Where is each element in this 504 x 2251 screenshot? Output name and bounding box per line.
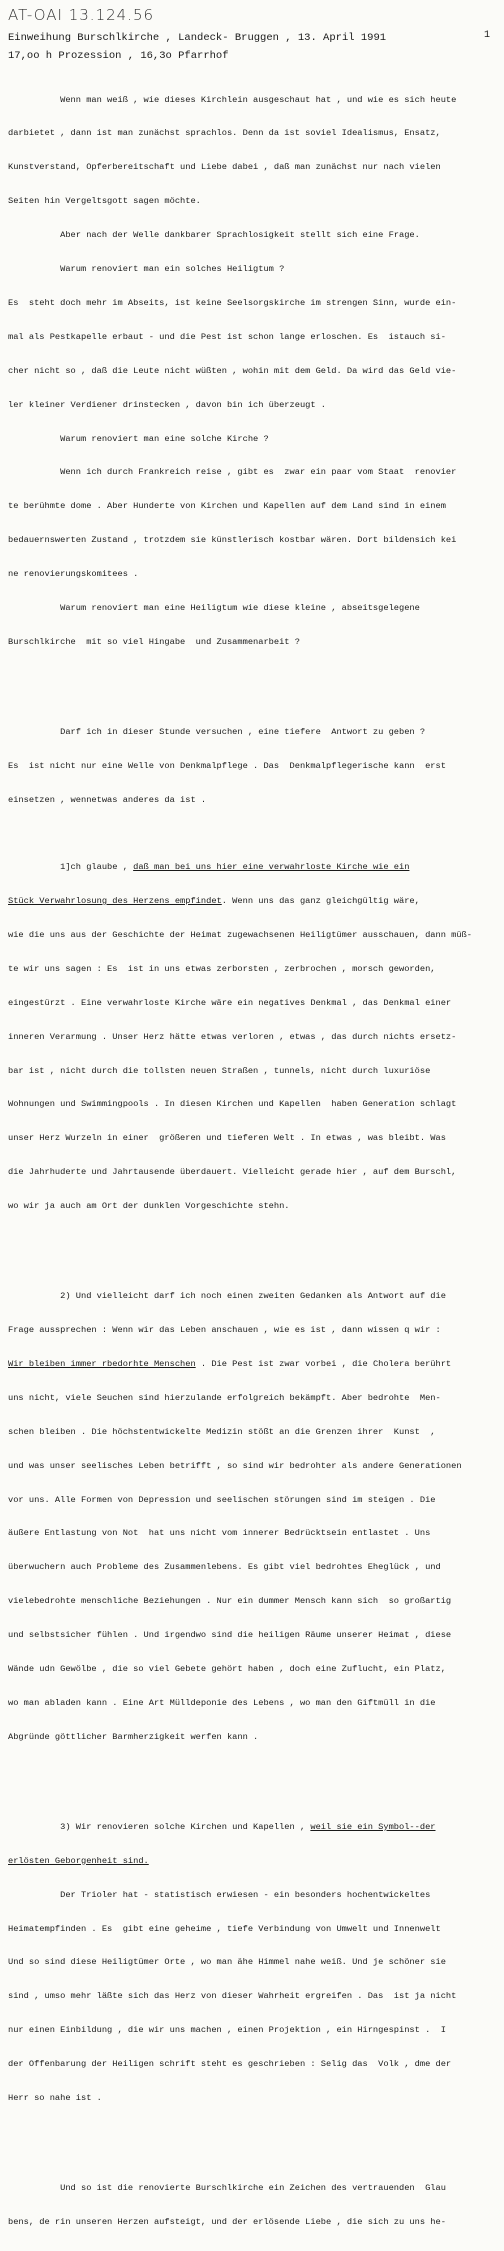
text-line: Wenn man weiß , wie dieses Kirchlein ausgeschaut hat , und wie es sich heute <box>8 94 457 105</box>
text-line: 1]ch glaube , daß man bei uns hier eine verwahrloste Kirche wie ein <box>8 862 410 873</box>
text-line: wie die uns aus der Geschichte der Heimat zugewachsenen Heiligtümer ausschauen, dann müß- <box>8 929 472 940</box>
text-line: Wenn ich durch Frankreich reise , gibt es zwar ein paar vom Staat renovier <box>8 467 457 478</box>
text-line: Der Trioler hat - statistisch erwiesen - ein besonders hochentwickeltes <box>8 1889 431 1900</box>
text-line: te berühmte dome . Aber Hunderte von Kirchen und Kapellen auf dem Land sind in einem <box>8 501 446 512</box>
text-line: Wohnungen und Swimmingpools . In diesen Kirchen und Kapellen haben Generation schlagt <box>8 1099 457 1110</box>
text-line: darbietet , dann ist man zunächst sprachlos. Denn da ist soviel Idealismus, Ensatz, <box>8 128 441 139</box>
text-line: Abgründe göttlicher Barmherzigkeit werfen kann . <box>8 1731 259 1742</box>
text-line: te wir uns sagen : Es ist in uns etwas zerborsten , zerbrochen , morsch geworden, <box>8 963 436 974</box>
text-line: Aber nach der Welle dankbarer Sprachlosigkeit stellt sich eine Frage. <box>8 230 420 241</box>
text-line: cher nicht so , daß die Leute nicht wüßten , wohin mit dem Geld. Da wird das Geld vie- <box>8 365 457 376</box>
text-line: vielebedrohte menschliche Beziehungen . Nur ein dummer Mensch kann sich so großartig <box>8 1596 452 1607</box>
text-line: Es ist nicht nur eine Welle von Denkmalpflege . Das Denkmalpflegerische kann erst <box>8 760 446 771</box>
text-line: Es steht doch mehr im Abseits, ist keine Seelsorgskirche im strengen Sinn, wurde ein- <box>8 297 457 308</box>
text-line: Kunstverstand, Opferbereitschaft und Liebe dabei , daß man zunächst nur nach vielen <box>8 162 441 173</box>
text-line: Und so ist die renovierte Burschlkirche ein Zeichen des vertrauenden Glau <box>8 2183 446 2194</box>
text-line: Darf ich in dieser Stunde versuchen , eine tiefere Antwort zu geben ? <box>8 726 426 737</box>
text-line: schen bleiben . Die höchstentwickelte Medizin stößt an die Grenzen ihrer Kunst , <box>8 1426 436 1437</box>
text-line: eingestürzt . Eine verwahrloste Kirche wäre ein negatives Denkmal , das Denkmal einer <box>8 997 452 1008</box>
text-line: sind , umso mehr läßte sich das Herz von dieser Wahrheit ergreifen . Das ist ja nicht <box>8 1991 457 2002</box>
text-line: und selbstsicher fühlen . Und irgendwo sind die heiligen Räume unserer Heimat , diese <box>8 1630 452 1641</box>
text-line: der Offenbarung der Heiligen schrift steht es geschrieben : Selig das Volk , dme der <box>8 2059 452 2070</box>
text-line: wo man abladen kann . Eine Art Mülldeponie des Lebens , wo man den Giftmüll in die <box>8 1697 436 1708</box>
text-line: Burschlkirche mit so viel Hingabe und Zusammenarbeit ? <box>8 636 300 647</box>
text-line: Herr so nahe ist . <box>8 2092 102 2103</box>
text-line: nur einen Einbildung , die wir uns machen , einen Projektion , ein Hirngespinst . I <box>8 2025 446 2036</box>
text-line: Wir bleiben immer rbedorhte Menschen . Die Pest ist zwar vorbei , die Cholera berührt <box>8 1358 452 1369</box>
text-line: Warum renoviert man eine solche Kirche ? <box>8 433 269 444</box>
text-line: wo wir ja auch am Ort der dunklen Vorgeschichte stehn. <box>8 1201 290 1212</box>
text-line: bedauernswerten Zustand , trotzdem sie künstlerisch kostbar wären. Dort bildensich kei <box>8 535 457 546</box>
text-line: vor uns. Alle Formen von Depression und seelischen störungen sind im steigen . Die <box>8 1494 436 1505</box>
document-body <box>8 72 498 2251</box>
header-line-1: Einweihung Burschlkirche , Landeck- Bruggen , 13. April 1991 <box>8 32 387 44</box>
text-line: uns nicht, viele Seuchen sind hierzulande erfolgreich bekämpft. Aber bedrohte Men- <box>8 1392 441 1403</box>
text-line: inneren Verarmung . Unser Herz hätte etwas verloren , etwas , das durch nichts ersetz- <box>8 1031 457 1042</box>
text-line: Frage aussprechen : Wenn wir das Leben anschauen , wie es ist , dann wissen q wir : <box>8 1325 441 1336</box>
text-line: äußere Entlastung von Not hat uns nicht vom innerer Bedrücktsein entlastet . Uns <box>8 1528 431 1539</box>
text-line: unser Herz Wurzeln in einer größeren und tieferen Welt . In etwas , was bleibt. Was <box>8 1133 446 1144</box>
page-number: 1 <box>483 30 490 41</box>
text-line: Warum renoviert man eine Heiligtum wie diese kleine , abseitsgelegene <box>8 602 420 613</box>
text-line: Heimatempfinden . Es gibt eine geheime , tiefe Verbindung von Umwelt und Innenwelt <box>8 1923 441 1934</box>
text-line: und was unser seelisches Leben betrifft , so sind wir bedrohter als andere Generationen <box>8 1460 462 1471</box>
text-line: Seiten hin Vergeltsgott sagen möchte. <box>8 196 201 207</box>
archive-stamp: AT-OAI 13.124.56 <box>8 6 155 24</box>
header-line-2: 17,oo h Prozession , 16,3o Pfarrhof <box>8 50 229 62</box>
text-line: bens, de rin unseren Herzen aufsteigt, und der erlösende Liebe , die sich zu uns he- <box>8 2216 446 2227</box>
text-line: 2) Und vielleicht darf ich noch einen zweiten Gedanken als Antwort auf die <box>8 1291 446 1302</box>
text-line: Stück Verwahrlosung des Herzens empfindet. Wenn uns das ganz gleichgültig wäre, <box>8 896 420 907</box>
text-line: Und so sind diese Heiligtümer Orte , wo man ähe Himmel nahe weiß. Und je schöner sie <box>8 1957 446 1968</box>
text-line: ne renovierungskomitees . <box>8 569 139 580</box>
text-line: einsetzen , wennetwas anderes da ist . <box>8 794 207 805</box>
text-line: überwuchern auch Probleme des Zusammenlebens. Es gibt viel bedrohtes Eheglück , und <box>8 1562 441 1573</box>
text-line: erlösten Geborgenheit sind. <box>8 1855 149 1866</box>
text-line: Warum renoviert man ein solches Heiligtum ? <box>8 264 285 275</box>
text-line: 3) Wir renovieren solche Kirchen und Kapellen , weil sie ein Symbol--der <box>8 1821 436 1832</box>
text-line: ler kleiner Verdiener drinstecken , davon bin ich überzeugt . <box>8 399 327 410</box>
text-line: Wände udn Gewölbe , die so viel Gebete gehört haben , doch eine Zuflucht, ein Platz, <box>8 1663 446 1674</box>
text-line: die Jahrhuderte und Jahrtausende überdauert. Vielleicht gerade hier , auf dem Burschl, <box>8 1167 457 1178</box>
text-line: mal als Pestkapelle erbaut - und die Pest ist schon lange erloschen. Es istauch si- <box>8 331 446 342</box>
text-line: bar ist , nicht durch die tollsten neuen Straßen , tunnels, nicht durch luxuriöse <box>8 1065 431 1076</box>
